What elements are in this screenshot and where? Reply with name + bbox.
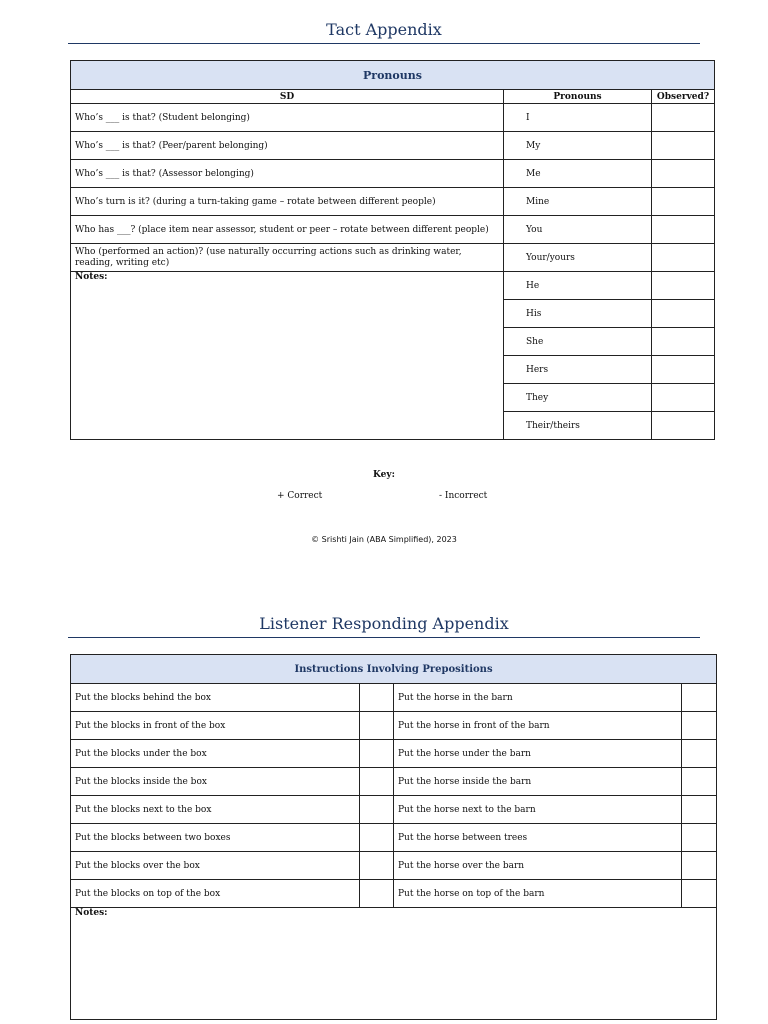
sd-cell: Who’s turn is it? (during a turn-taking game – rotate between different people) (71, 188, 504, 216)
pronoun-cell: You (504, 216, 652, 244)
pronoun-cell: They (504, 384, 652, 412)
response-cell[interactable] (360, 824, 394, 852)
pronoun-cell: Me (504, 160, 652, 188)
pronoun-cell: Their/theirs (504, 412, 652, 440)
table-row (71, 768, 717, 796)
instruction-cell: Put the horse over the barn (394, 852, 682, 880)
observed-cell[interactable] (652, 188, 715, 216)
observed-cell[interactable] (652, 272, 715, 300)
pronoun-cell: My (504, 132, 652, 160)
response-cell[interactable] (360, 684, 394, 712)
instruction-cell: Put the blocks in front of the box (71, 712, 360, 740)
table-row (71, 160, 715, 188)
key-correct: + Correct (277, 491, 323, 501)
listener-appendix-title: Listener Responding Appendix (259, 614, 509, 633)
column-header-pronouns: Pronouns (504, 90, 652, 104)
observed-cell[interactable] (652, 356, 715, 384)
instruction-cell: Put the blocks inside the box (71, 768, 360, 796)
response-cell[interactable] (682, 684, 717, 712)
instruction-cell: Put the blocks over the box (71, 852, 360, 880)
pronouns-table (70, 60, 715, 440)
response-cell[interactable] (360, 852, 394, 880)
table-row (71, 132, 715, 160)
sd-cell: Who (performed an action)? (use naturally occurring actions such as drinking water, reading, writing etc) (71, 244, 504, 272)
table-row (71, 244, 715, 272)
observed-cell[interactable] (652, 244, 715, 272)
copyright-notice: © Srishti Jain (ABA Simplified), 2023 (311, 535, 457, 544)
instruction-cell: Put the horse between trees (394, 824, 682, 852)
table-row (71, 852, 717, 880)
pronoun-cell: He (504, 272, 652, 300)
sd-cell: Who has ___? (place item near assessor, student or peer – rotate between different people) (71, 216, 504, 244)
instruction-cell: Put the horse under the barn (394, 740, 682, 768)
table-row (71, 684, 717, 712)
table-row (71, 880, 717, 908)
observed-cell[interactable] (652, 300, 715, 328)
prepositions-table-title: Instructions Involving Prepositions (71, 655, 717, 684)
response-cell[interactable] (682, 880, 717, 908)
observed-cell[interactable] (652, 216, 715, 244)
instruction-cell: Put the horse inside the barn (394, 768, 682, 796)
response-cell[interactable] (682, 712, 717, 740)
pronoun-cell: Hers (504, 356, 652, 384)
sd-cell: Who’s ___ is that? (Student belonging) (71, 104, 504, 132)
sd-cell: Who’s ___ is that? (Peer/parent belonging) (71, 132, 504, 160)
notes-label: Notes: (75, 908, 108, 918)
instruction-cell: Put the horse next to the barn (394, 796, 682, 824)
observed-cell[interactable] (652, 328, 715, 356)
tact-appendix-title: Tact Appendix (326, 20, 442, 39)
tact-title-rule (68, 43, 700, 44)
observed-cell[interactable] (652, 132, 715, 160)
notes-label: Notes: (75, 272, 108, 282)
instruction-cell: Put the blocks between two boxes (71, 824, 360, 852)
key-title: Key: (373, 470, 395, 480)
pronoun-cell: She (504, 328, 652, 356)
response-cell[interactable] (360, 796, 394, 824)
response-cell[interactable] (682, 852, 717, 880)
instruction-cell: Put the blocks on top of the box (71, 880, 360, 908)
observed-cell[interactable] (652, 104, 715, 132)
table-row (71, 104, 715, 132)
table-row (71, 188, 715, 216)
response-cell[interactable] (360, 712, 394, 740)
prepositions-table (70, 654, 717, 1020)
column-header-sd: SD (71, 90, 504, 104)
pronouns-table-title: Pronouns (71, 61, 715, 90)
instruction-cell: Put the blocks under the box (71, 740, 360, 768)
observed-cell[interactable] (652, 160, 715, 188)
table-row (71, 796, 717, 824)
response-cell[interactable] (682, 824, 717, 852)
instruction-cell: Put the blocks next to the box (71, 796, 360, 824)
instruction-cell: Put the horse in the barn (394, 684, 682, 712)
instruction-cell: Put the horse on top of the barn (394, 880, 682, 908)
response-cell[interactable] (682, 740, 717, 768)
instruction-cell: Put the horse in front of the barn (394, 712, 682, 740)
key-legend (0, 468, 768, 508)
table-row (71, 216, 715, 244)
column-header-observed: Observed? (652, 90, 715, 104)
listener-notes-cell[interactable] (71, 908, 717, 1020)
notes-cell[interactable] (71, 272, 504, 440)
pronoun-cell: Your/yours (504, 244, 652, 272)
table-row (71, 712, 717, 740)
key-incorrect: - Incorrect (439, 491, 488, 501)
instruction-cell: Put the blocks behind the box (71, 684, 360, 712)
observed-cell[interactable] (652, 412, 715, 440)
table-row (71, 740, 717, 768)
listener-title-rule (68, 637, 700, 638)
sd-cell: Who’s ___ is that? (Assessor belonging) (71, 160, 504, 188)
pronoun-cell: I (504, 104, 652, 132)
response-cell[interactable] (682, 796, 717, 824)
observed-cell[interactable] (652, 384, 715, 412)
response-cell[interactable] (360, 740, 394, 768)
response-cell[interactable] (360, 880, 394, 908)
table-row (71, 272, 715, 300)
response-cell[interactable] (682, 768, 717, 796)
response-cell[interactable] (360, 768, 394, 796)
pronoun-cell: Mine (504, 188, 652, 216)
table-row (71, 824, 717, 852)
pronoun-cell: His (504, 300, 652, 328)
